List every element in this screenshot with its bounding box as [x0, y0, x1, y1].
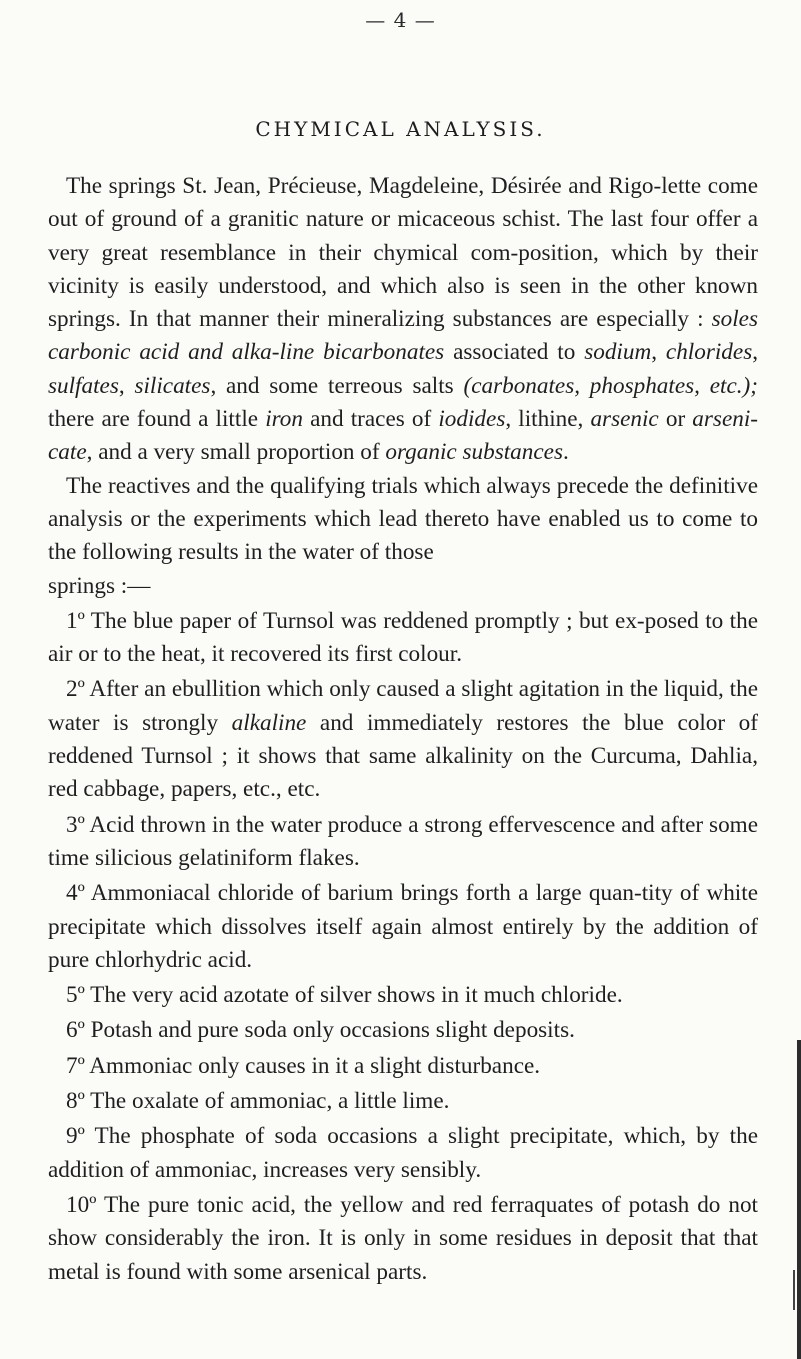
intro-italic: arsenic [590, 406, 659, 433]
intro-italic: silicates [134, 372, 211, 399]
intro-paragraph [48, 170, 758, 470]
list-item-1: 1º The blue paper of Turnsol was reddened promptly ; but ex-posed to the air or to the heat, it recovered its first colour. [48, 607, 758, 668]
intro-text: there are found a little [48, 406, 266, 433]
springs-line: springs :— [48, 572, 151, 599]
intro-text: and traces of [302, 406, 439, 433]
intro-text: , [118, 372, 135, 399]
intro-text: or [658, 406, 693, 433]
intro-text: . [562, 439, 569, 466]
intro-italic: sulfates [48, 372, 119, 399]
list-item-9: 9º The phosphate of soda occasions a slight precipitate, which, by the addition of ammoniac, increases very sensibly. [48, 1123, 758, 1183]
reactives-paragraph: The reactives and the qualifying trials which always precede the definitive analysis or the experiments which lead thereto have enabled us to come to the following results in the water of those [48, 472, 758, 566]
list-item-3: 3º Acid thrown in the water produce a strong effervescence and after some time silicious gelatiniform flakes. [48, 811, 758, 871]
list-item-7: 7º Ammoniac only causes in it a slight disturbance. [66, 1052, 541, 1079]
list-item-text: and immediately restores the blue color of reddened Turnsol ; it shows that same alkalinity on the Curcuma, Dahlia, red cabbage, papers, etc., etc. [48, 709, 758, 803]
intro-italic: organic substances [385, 439, 563, 466]
list-item-2 [48, 673, 758, 806]
intro-text: , and a very small proportion of [86, 439, 386, 466]
section-title: CHYMICAL ANALYSIS. [255, 117, 546, 141]
page-edge-shadow [797, 1040, 801, 1359]
list-item-text: 2º After an ebullition which only caused a slight agitation in the liquid, the water is strongly [48, 676, 758, 736]
intro-italic: iodides [438, 406, 506, 433]
intro-italic: sodium [584, 339, 652, 366]
body-text [48, 170, 758, 1289]
list-item-6: 6º Potash and pure soda only occasions slight deposits. [66, 1017, 575, 1044]
list-item-italic: alkaline [231, 709, 307, 736]
intro-italic: soles carbonic acid and alka-line bicarbonates [48, 306, 758, 366]
intro-text: , [752, 339, 759, 366]
intro-italic: chlorides [665, 339, 753, 366]
list-item-4: 4º Ammoniacal chloride of barium brings forth a large quan-tity of white precipitate which dissolves itself again almost entirely by the addition of pure chlorhydric acid. [48, 880, 758, 973]
intro-italic: (carbonates, phosphates, etc.); [463, 372, 758, 399]
page-edge-mark [793, 1270, 795, 1310]
intro-text: associated to [444, 339, 585, 366]
intro-italic: iron [265, 406, 303, 433]
intro-text: The springs St. Jean, Précieuse, Magdeleine, Désirée and Rigo-lette come out of ground of a granitic nature or micaceous schist. The last four offer a very great resemblance in their chymical com-position, which by their vicinity is easily understood, and which also is seen in the other known springs. In that manner their mineralizing substances are especially : [48, 173, 758, 333]
intro-text: , lithine, [505, 406, 591, 433]
intro-text: , [651, 339, 666, 366]
page-number: — 4 — [365, 8, 436, 32]
intro-italic: arseni-cate [48, 406, 758, 466]
list-item-10: 10º The pure tonic acid, the yellow and red ferraquates of potash do not show considerably the iron. It is only in some residues in deposit that that metal is found with some arsenical parts. [48, 1191, 758, 1285]
intro-text: , and some terreous salts [210, 372, 464, 399]
list-item-8: 8º The oxalate of ammoniac, a little lime. [66, 1088, 450, 1115]
list-item-5: 5º The very acid azotate of silver shows in it much chloride. [66, 982, 623, 1009]
